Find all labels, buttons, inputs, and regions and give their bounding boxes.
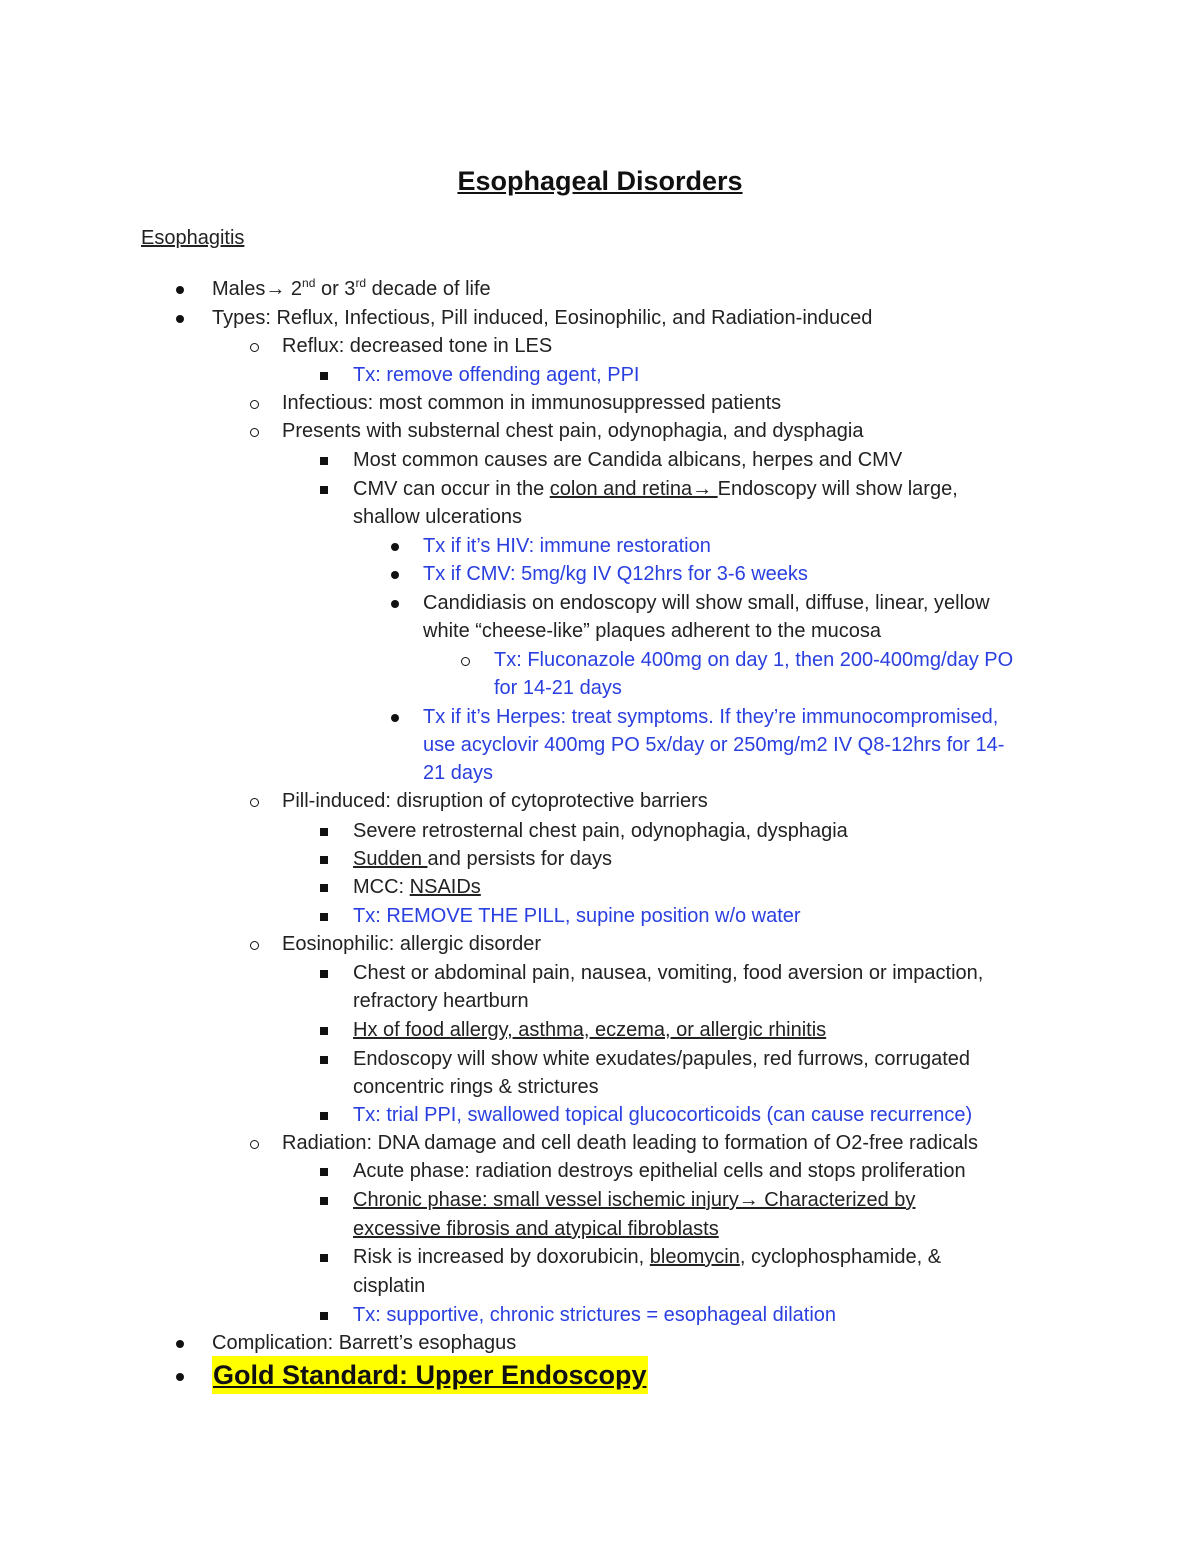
list-item-continuation: shallow ulcerations — [353, 506, 522, 528]
list-item-continuation: use acyclovir 400mg PO 5x/day or 250mg/m2 IV Q8-12hrs for 14- — [423, 734, 1005, 756]
bullet-circle — [250, 941, 259, 950]
list-item: Chronic phase: small vessel ischemic injury→ Characterized by — [353, 1189, 916, 1211]
list-item: Complication: Barrett’s esophagus — [212, 1332, 517, 1354]
bullet-disc — [391, 571, 399, 579]
bullet-square — [320, 1168, 328, 1176]
bullet-square — [320, 1312, 328, 1320]
list-item: Tx: REMOVE THE PILL, supine position w/o water — [353, 905, 801, 927]
list-item: Pill-induced: disruption of cytoprotective barriers — [282, 790, 708, 812]
bullet-square — [320, 828, 328, 836]
bullet-square — [320, 1112, 328, 1120]
bullet-square — [320, 1056, 328, 1064]
page-title: Esophageal Disorders — [457, 166, 743, 196]
section-heading: Esophagitis — [141, 227, 245, 249]
list-item: Hx of food allergy, asthma, eczema, or allergic rhinitis — [353, 1019, 827, 1041]
list-item: MCC: NSAIDs — [353, 876, 481, 898]
bullet-square — [320, 913, 328, 921]
bullet-square — [320, 1197, 328, 1205]
bullet-circle — [250, 798, 259, 807]
list-item: Infectious: most common in immunosuppressed patients — [282, 392, 782, 414]
list-item: Tx: supportive, chronic strictures = esophageal dilation — [353, 1304, 837, 1326]
bullet-disc — [391, 600, 399, 608]
bullet-disc — [176, 1340, 184, 1348]
bullet-circle — [250, 400, 259, 409]
bullet-square — [320, 884, 328, 892]
bullet-square — [320, 457, 328, 465]
bullet-square — [320, 1027, 328, 1035]
bullet-disc — [176, 315, 184, 323]
list-item: Radiation: DNA damage and cell death leading to formation of O2-free radicals — [282, 1132, 978, 1154]
bullet-disc — [391, 714, 399, 722]
list-item: Endoscopy will show white exudates/papules, red furrows, corrugated — [353, 1048, 970, 1070]
list-item-continuation: for 14-21 days — [494, 677, 622, 699]
bullet-circle — [250, 343, 259, 352]
bullet-circle — [250, 1140, 259, 1149]
list-item: Reflux: decreased tone in LES — [282, 335, 553, 357]
gold-standard-highlight: Gold Standard: Upper Endoscopy — [212, 1356, 648, 1394]
bullet-square — [320, 486, 328, 494]
bullet-square — [320, 856, 328, 864]
bullet-circle — [461, 657, 470, 666]
list-item: Presents with substernal chest pain, odynophagia, and dysphagia — [282, 420, 864, 442]
list-item: Candidiasis on endoscopy will show small, diffuse, linear, yellow — [423, 592, 990, 614]
list-item-continuation: cisplatin — [353, 1275, 426, 1297]
list-item: CMV can occur in the colon and retina→ Endoscopy will show large, — [353, 478, 958, 500]
list-item: Chest or abdominal pain, nausea, vomiting, food aversion or impaction, — [353, 962, 984, 984]
list-item-continuation: refractory heartburn — [353, 990, 529, 1012]
list-item: Risk is increased by doxorubicin, bleomycin, cyclophosphamide, & — [353, 1246, 942, 1268]
bullet-square — [320, 970, 328, 978]
bullet-square — [320, 1254, 328, 1262]
bullet-disc — [176, 286, 184, 294]
list-item-continuation: excessive fibrosis and atypical fibroblasts — [353, 1218, 719, 1240]
list-item: Most common causes are Candida albicans, herpes and CMV — [353, 449, 903, 471]
list-item: Sudden and persists for days — [353, 848, 613, 870]
list-item: Tx: trial PPI, swallowed topical glucocorticoids (can cause recurrence) — [353, 1104, 973, 1126]
list-item: Tx if CMV: 5mg/kg IV Q12hrs for 3-6 weeks — [423, 563, 808, 585]
bullet-square — [320, 372, 328, 380]
list-item: Eosinophilic: allergic disorder — [282, 933, 542, 955]
list-item-continuation: 21 days — [423, 762, 494, 784]
list-item: Tx: remove offending agent, PPI — [353, 364, 640, 386]
list-item: Tx: Fluconazole 400mg on day 1, then 200-400mg/day PO — [494, 649, 1014, 671]
list-item: Tx if it’s Herpes: treat symptoms. If they’re immunocompromised, — [423, 706, 999, 728]
list-item-continuation: concentric rings & strictures — [353, 1076, 599, 1098]
bullet-disc — [391, 543, 399, 551]
list-item-continuation: white “cheese-like” plaques adherent to the mucosa — [423, 620, 882, 642]
list-item: Severe retrosternal chest pain, odynophagia, dysphagia — [353, 820, 848, 842]
list-item: Tx if it’s HIV: immune restoration — [423, 535, 711, 557]
bullet-disc — [176, 1373, 184, 1381]
bullet-circle — [250, 428, 259, 437]
list-item: Males→ 2nd or 3rd decade of life — [212, 276, 491, 300]
list-item: Types: Reflux, Infectious, Pill induced, Eosinophilic, and Radiation-induced — [212, 307, 873, 329]
list-item: Acute phase: radiation destroys epithelial cells and stops proliferation — [353, 1160, 966, 1182]
